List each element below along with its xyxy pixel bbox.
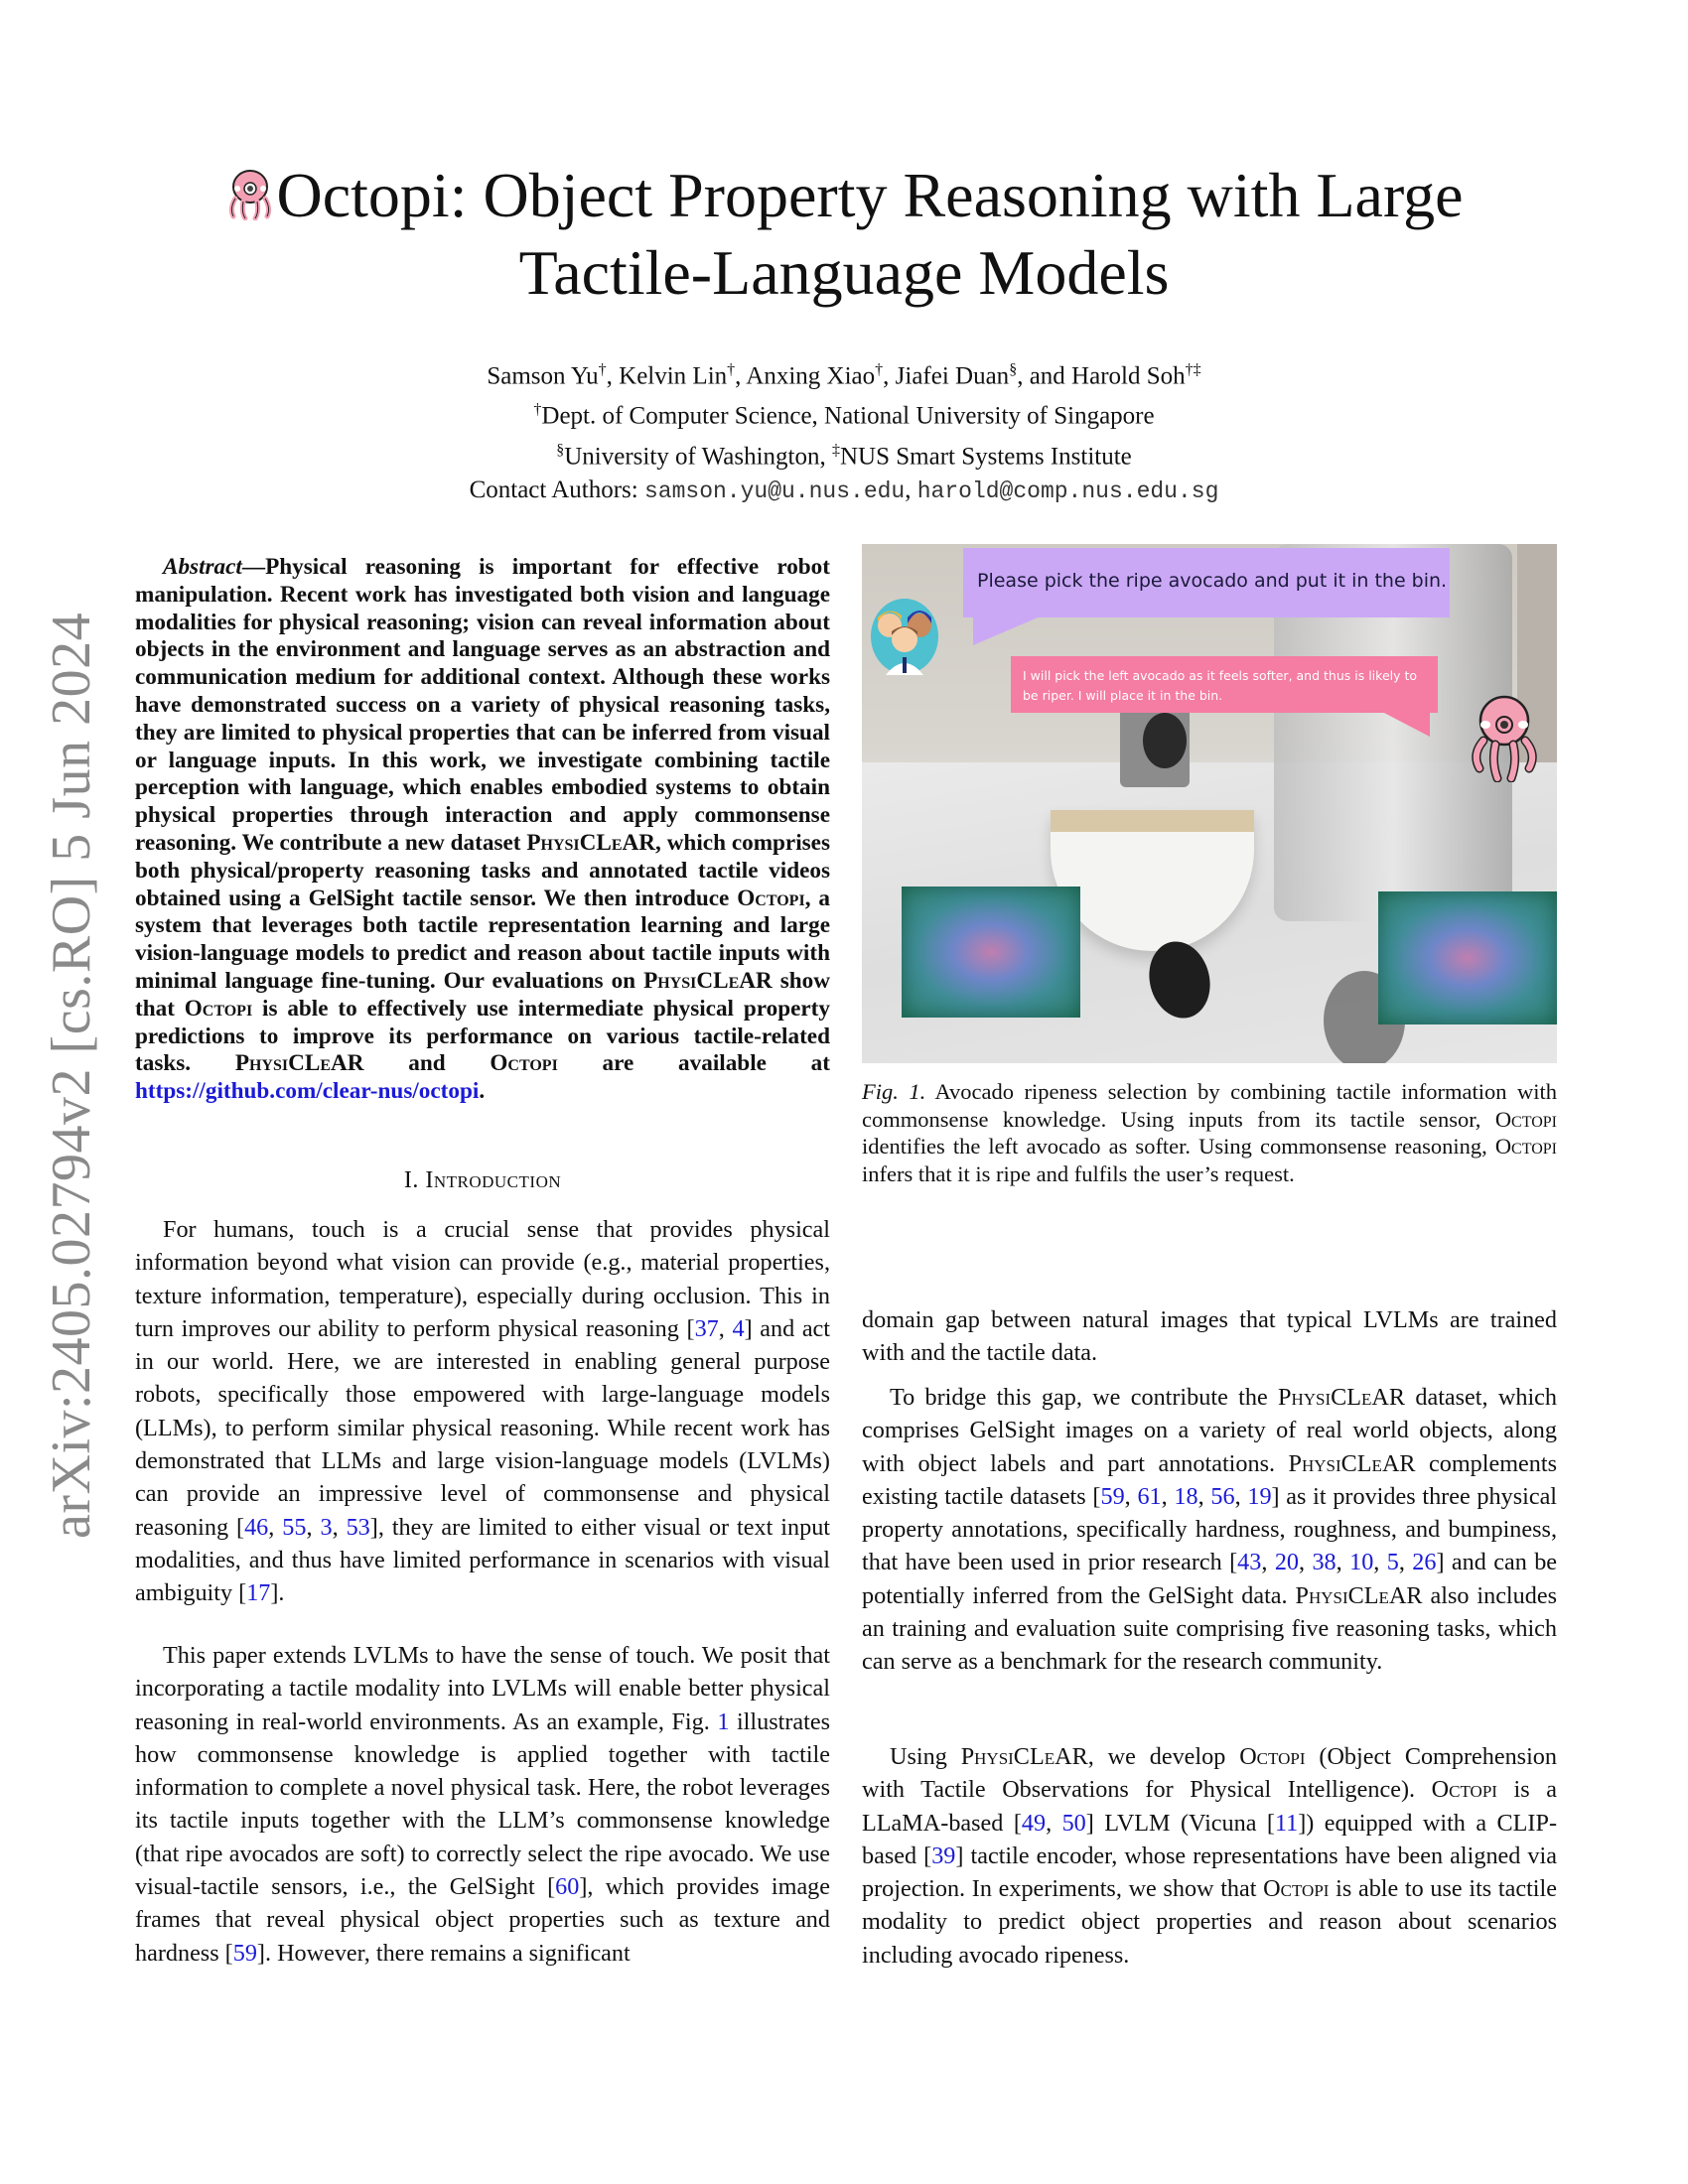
- citation-link[interactable]: 38: [1312, 1549, 1336, 1576]
- section-title: Introduction: [425, 1167, 562, 1193]
- body-text: ].: [270, 1579, 285, 1607]
- email-link[interactable]: harold@comp.nus.edu.sg: [916, 478, 1219, 504]
- contact-label: Contact Authors:: [469, 476, 644, 503]
- body-text: This paper extends LVLMs to have the sense of touch. We posit that incorporating a tactile modality into LVLMs will enable better physical reasoning in real-world environments. As an example, Fig.: [135, 1642, 830, 1735]
- right-paragraph-2: [862, 1740, 1557, 1972]
- citation-link[interactable]: 59: [232, 1939, 257, 1967]
- affiliation-text: Dept. of Computer Science, National University of Singapore: [541, 402, 1155, 430]
- abstract-text: Physical reasoning is important for effective robot manipulation. Recent work has investigated both vision and language modalities for physical reasoning; vision can reveal information about objects in the environment and language serves as an abstraction and communication medium for additional context. Although these works have demonstrated success on a variety of physical reasoning tasks, they are limited to physical properties that can be inferred from visual or language inputs. In this work, we investigate combining tactile perception with language, which enables embodied systems to obtain physical properties through interaction and apply commonsense reasoning. We contribute a new dataset: [135, 554, 830, 856]
- abstract-text: show that: [135, 967, 830, 1022]
- citation-link[interactable]: 18: [1174, 1482, 1198, 1510]
- user-request-text: Please pick the ripe avocado and put it in the bin.: [977, 570, 1448, 592]
- affiliation-mark: †: [598, 361, 607, 378]
- affiliation-mark: §: [1009, 361, 1018, 378]
- citation-link[interactable]: 39: [931, 1842, 956, 1869]
- title-line-1: Octopi: Object Property Reasoning with Large: [276, 160, 1464, 230]
- paragraph: To bridge this gap, we contribute the PhysiCLeAR dataset, which comprises GelSight images on a variety of real world objects, along with object labels and part annotations. PhysiCLeAR complements existing tactile datasets [59, 61, 18, 56, 19] as it provides three physical property annotations, specifically hardness, roughness, and bumpiness, that have been used in prior research [43, 20, 38, 10, 5, 26] and can be potentially inferred from the GelSight data. PhysiCLeAR also includes an training and evaluation suite comprising five reasoning tasks, which can serve as a benchmark for the research community.: [862, 1384, 1558, 1676]
- tactile-image-right: [1378, 891, 1557, 1024]
- author-name: Kelvin Lin: [619, 362, 728, 390]
- body-text: (Object Comprehension with Tactile Observations for Physical Intelligence).: [862, 1743, 1557, 1804]
- figure-caption: [862, 1078, 1557, 1188]
- citation-link[interactable]: 11: [1274, 1809, 1299, 1837]
- dataset-name: PhysiCLeAR: [526, 829, 656, 856]
- tactile-image-left: [902, 887, 1080, 1018]
- affiliation-2: [139, 434, 1549, 474]
- paragraph: For humans, touch is a crucial sense that provides physical information beyond what vision can provide (e.g., material properties, texture information, temperature), especially during occlusion. This in turn improves our ability to perform physical reasoning [37, 4] and act in our world. Here, we are interested in enabling general purpose robots, specifically those empowered with large-language models (LLMs), to perform similar physical reasoning. While recent work has demonstrated that LLMs and large vision-language models (LVLMs) can provide an impressive level of commonsense and physical reasoning [46, 55, 3, 53], they are limited to either visual or text input modalities, and thus have limited performance in scenarios with visual ambiguity [17].: [135, 1216, 831, 1607]
- author-block: [139, 353, 1549, 508]
- citation-link[interactable]: 56: [1210, 1482, 1235, 1510]
- system-name: Octopi: [1494, 1106, 1557, 1132]
- figure-label: Fig. 1.: [862, 1079, 926, 1104]
- robot-speech-bubble: [1011, 656, 1438, 713]
- affiliation-text: NUS Smart Systems Institute: [839, 442, 1132, 470]
- citation-link[interactable]: 59: [1100, 1482, 1125, 1510]
- body-text: For humans, touch is a crucial sense that provides physical information beyond what vision can provide (e.g., material properties, texture information, temperature), especially during occlusion. This in turn improves our ability to perform physical reasoning [: [135, 1216, 830, 1342]
- citation-link[interactable]: 46: [244, 1513, 269, 1541]
- citation-link[interactable]: 20: [1274, 1549, 1299, 1576]
- system-name: Octopi: [1239, 1743, 1306, 1770]
- body-text: also includes an training and evaluation suite comprising five reasoning tasks, which can serve as a benchmark for the research community.: [862, 1581, 1557, 1676]
- body-text: is able to use its tactile modality to predict object properties and reason about scenarios including avocado ripeness.: [862, 1875, 1557, 1969]
- system-name: Octopi: [184, 995, 253, 1022]
- citation-link[interactable]: 19: [1247, 1482, 1272, 1510]
- citation-link[interactable]: 49: [1021, 1809, 1047, 1837]
- citation-link[interactable]: 10: [1349, 1549, 1374, 1576]
- citation-link[interactable]: 50: [1061, 1809, 1086, 1837]
- dataset-name: PhysiCLeAR: [643, 967, 773, 994]
- system-name: Octopi: [1494, 1134, 1557, 1160]
- citation-link[interactable]: 5: [1386, 1549, 1399, 1576]
- author-name: Harold Soh: [1071, 362, 1186, 390]
- dataset-name: PhysiCLeAR: [234, 1050, 364, 1077]
- author-name: Anxing Xiao: [746, 362, 876, 390]
- affiliation-mark: †‡: [1185, 361, 1201, 378]
- abstract-text: are available at: [557, 1050, 831, 1077]
- dataset-name: PhysiCLeAR: [1278, 1384, 1406, 1411]
- contact-line: Contact Authors: samson.yu@u.nus.edu, harold@comp.nus.edu.sg: [469, 476, 1219, 504]
- dataset-name: PhysiCLeAR: [960, 1743, 1088, 1770]
- body-text: ]) equipped with a CLIP-based [: [862, 1809, 1557, 1869]
- citation-link[interactable]: 26: [1412, 1549, 1437, 1576]
- caption-text: identifies the left avocado as softer. Using commonsense reasoning,: [862, 1134, 1495, 1160]
- robot-response-text: I will pick the left avocado as it feels softer, and thus is likely to be riper. I will place it in the bin.: [1023, 668, 1418, 703]
- octopus-icon: [225, 167, 275, 220]
- author-name: Samson Yu: [487, 362, 599, 390]
- right-paragraph-0: [862, 1303, 1557, 1370]
- citation-link[interactable]: 61: [1137, 1482, 1162, 1510]
- abstract-text: and: [363, 1050, 491, 1077]
- body-text: , we develop: [1087, 1743, 1240, 1770]
- body-text: ] LVLM (Vicuna [: [1085, 1809, 1275, 1837]
- held-avocado: [1143, 713, 1187, 768]
- dataset-name: PhysiCLeAR: [1288, 1449, 1416, 1477]
- body-text: ] as it provides three physical property annotations, specifically hardness, roughness, and bumpiness, that have been used in prior research [: [862, 1482, 1558, 1576]
- body-text: ] and act in our world. Here, we are interested in enabling general purpose robots, specifically those empowered with large-language models (LLMs), to perform similar physical reasoning. While recent work has demonstrated that LLMs and large vision-language models (LVLMs) can provide an impressive level of commonsense and physical reasoning [: [135, 1314, 831, 1541]
- author-name: Jiafei Duan: [895, 362, 1010, 390]
- affiliation-1: [139, 393, 1549, 433]
- figure-ref-link[interactable]: 1: [717, 1707, 730, 1735]
- caption-text: Avocado ripeness selection by combining tactile information with commonsense knowledge. Using inputs from its tactile sensor,: [862, 1079, 1557, 1132]
- body-text: domain gap between natural images that typical LVLMs are trained with and the tactile data.: [862, 1306, 1557, 1367]
- citation-link[interactable]: 43: [1237, 1549, 1262, 1576]
- right-paragraph-1: [862, 1381, 1557, 1679]
- paragraph: [135, 1639, 830, 1970]
- affiliation-mark: †: [533, 401, 542, 419]
- abstract-text: is able to effectively use intermediate physical property predictions to improve its performance on various tactile-related tasks.: [135, 995, 830, 1077]
- body-text: Using: [890, 1743, 961, 1770]
- citation-link[interactable]: 17: [246, 1579, 271, 1607]
- figure-1-image: [862, 544, 1557, 1063]
- affiliation-mark: §: [556, 441, 565, 459]
- body-text: To bridge this gap, we contribute the: [890, 1384, 1279, 1411]
- citation-link[interactable]: 55: [282, 1513, 307, 1541]
- dash: —: [241, 554, 266, 580]
- system-name: Octopi: [737, 885, 805, 911]
- paragraph: Using PhysiCLeAR, we develop Octopi (Object Comprehension with Tactile Observations for Physical Intelligence). Octopi is a LLaMA-based [49, 50] LVLM (Vicuna [11]) equipped with a CLIP-based [39] tactile encoder, whose representations have been aligned via projection. In experiments, we show that Octopi is able to use its tactile modality to predict object properties and reason about scenarios including avocado ripeness.: [862, 1743, 1557, 1969]
- body-text: ]. However, there remains a significant: [256, 1939, 631, 1967]
- arxiv-stamp: arXiv:2405.02794v2 [cs.RO] 5 Jun 2024: [41, 612, 102, 1539]
- body-text: illustrates how commonsense knowledge is applied together with tactile information to complete a novel physical task. Here, the robot leverages its tactile inputs together with the LLM’s commonsense knowledge (that ripe avocados are soft) to correctly select the ripe avocado. We use visual-tactile sensors, i.e., the GelSight [: [135, 1707, 830, 1901]
- abstract-text: , which comprises both physical/property reasoning tasks and annotated tactile videos obtained using a GelSight tactile sensor. We then introduce: [135, 829, 830, 911]
- citation-link[interactable]: 53: [346, 1513, 370, 1541]
- affiliation-mark: †: [727, 361, 736, 378]
- title-line-2: Tactile-Language Models: [518, 237, 1170, 308]
- section-heading-introduction: [135, 1167, 830, 1194]
- citation-link[interactable]: 60: [555, 1873, 580, 1901]
- body-text: ] and can be potentially inferred from the GelSight data.: [862, 1549, 1558, 1609]
- abstract-paragraph: [135, 554, 830, 1106]
- affiliation-mark: †: [875, 361, 884, 378]
- citation-link[interactable]: 37: [694, 1314, 719, 1342]
- section-number: I.: [403, 1167, 419, 1193]
- author-list: Samson Yu†, Kelvin Lin†, Anxing Xiao†, Jiafei Duan§, and Harold Soh†‡: [487, 361, 1201, 390]
- abstract-label: Abstract: [163, 554, 242, 580]
- system-name: Octopi: [490, 1050, 558, 1077]
- body-text: complements existing tactile datasets [: [862, 1449, 1558, 1510]
- body-text: ], they are limited to either visual or text input modalities, and thus have limited performance in scenarios with visual ambiguity [: [135, 1513, 831, 1607]
- body-text: is a LLaMA-based [: [862, 1776, 1557, 1837]
- abstract-text: .: [479, 1078, 486, 1105]
- system-name: Octopi: [1431, 1776, 1497, 1804]
- affiliation-mark: ‡: [831, 441, 840, 459]
- and-word: and: [1029, 362, 1065, 390]
- body-text: ], which provides image frames that reveal physical object properties such as texture and hardness [: [135, 1873, 831, 1967]
- users-group-icon: [868, 596, 941, 677]
- affiliation-text: University of Washington,: [564, 442, 832, 470]
- caption-text: infers that it is ripe and fulfils the user’s request.: [862, 1161, 1295, 1187]
- abstract: [135, 554, 830, 1106]
- dataset-name: PhysiCLeAR: [1295, 1581, 1423, 1609]
- citation-link[interactable]: 3: [320, 1513, 333, 1541]
- system-name: Octopi: [1263, 1875, 1330, 1903]
- abstract-text: , a system that leverages both tactile representation learning and large vision-language models to predict and reason about tactile inputs with minimal language fine-tuning. Our evaluations on: [135, 885, 831, 994]
- github-link[interactable]: https://github.com/clear-nus/octopi: [135, 1078, 480, 1105]
- user-speech-bubble: [963, 548, 1450, 617]
- paper-title: [139, 157, 1549, 312]
- paragraph: [862, 1303, 1557, 1370]
- email-link[interactable]: samson.yu@u.nus.edu: [643, 478, 906, 504]
- body-text: ] tactile encoder, whose representations have been aligned via projection. In experiments, we show that: [862, 1842, 1557, 1903]
- octopus-icon: [1470, 693, 1539, 782]
- citation-link[interactable]: 4: [732, 1314, 745, 1342]
- intro-paragraph-2: [135, 1639, 830, 1970]
- body-text: dataset, which comprises GelSight images on a variety of real world objects, along with object labels and part annotations.: [862, 1384, 1558, 1477]
- intro-paragraph-1: [135, 1213, 830, 1610]
